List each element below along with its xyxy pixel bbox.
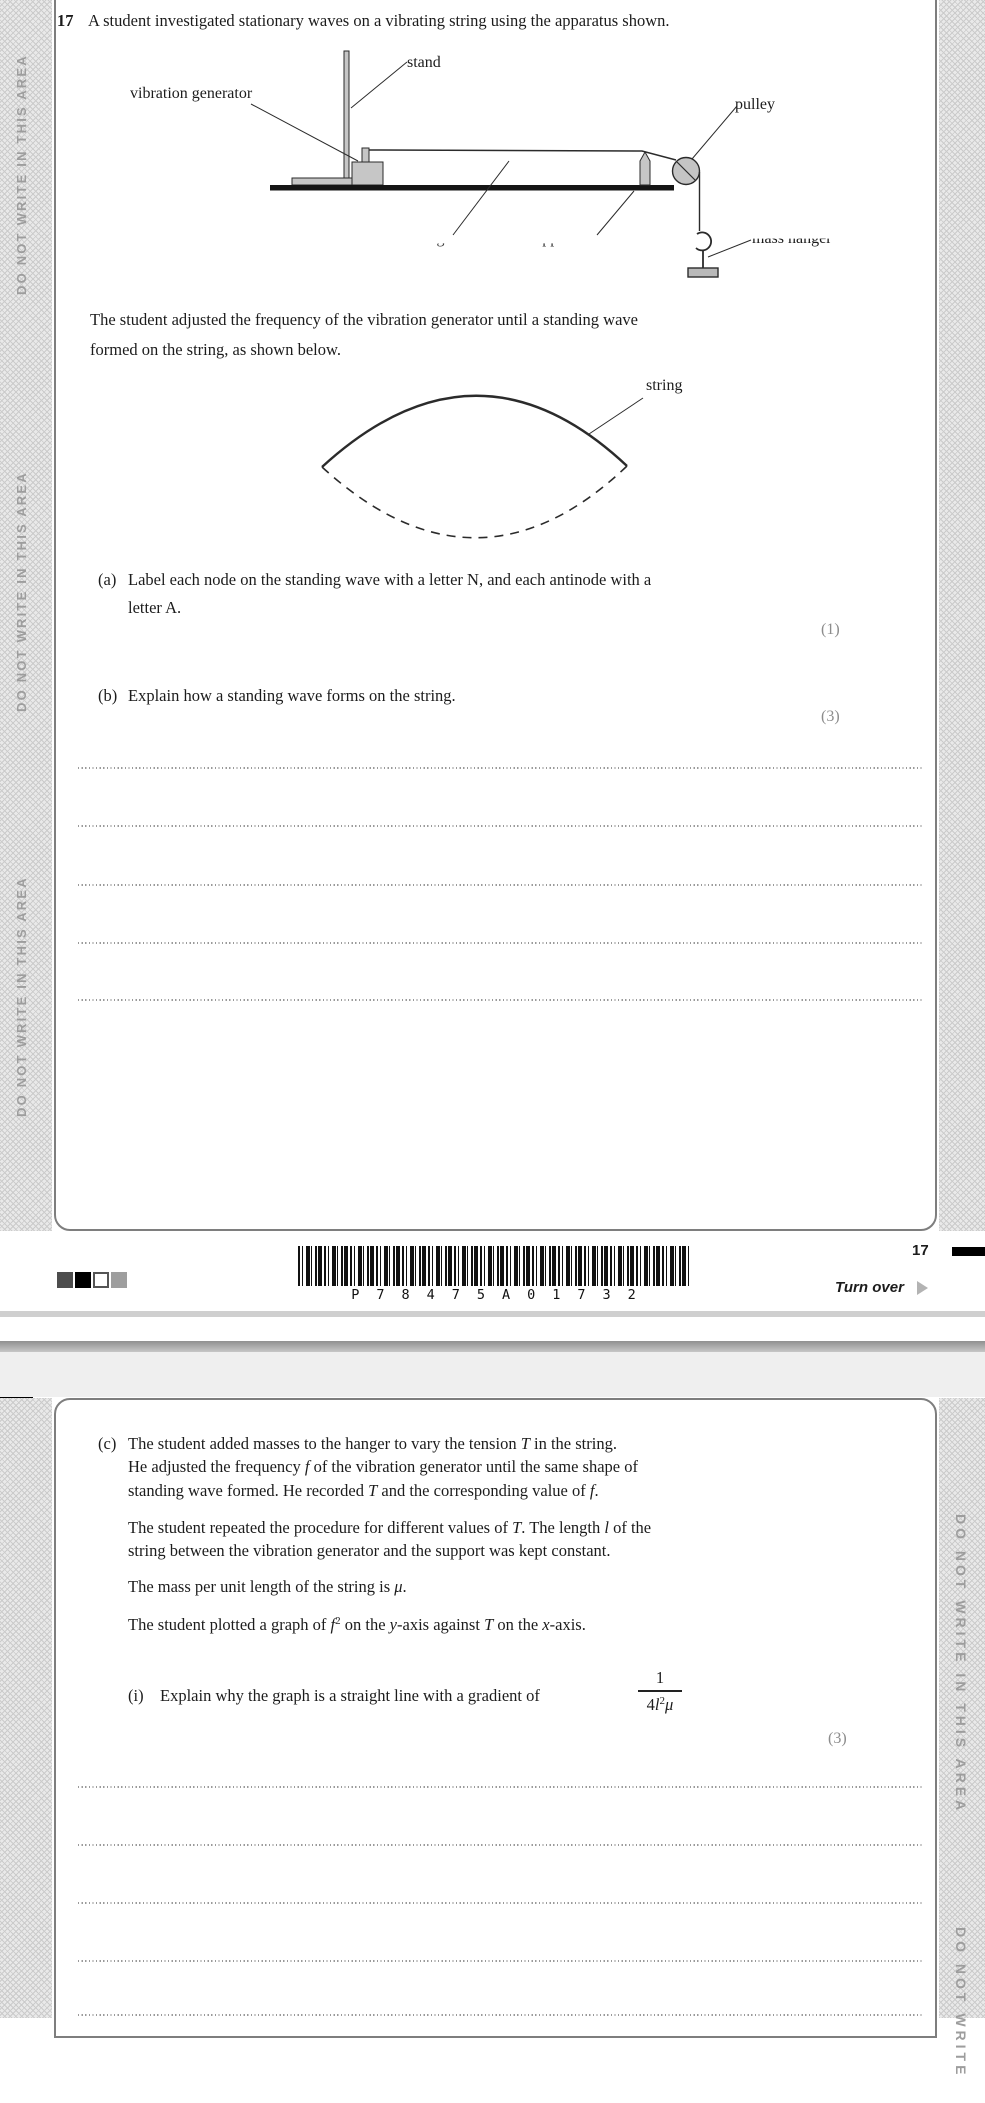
gradient-fraction — [636, 1666, 684, 1716]
label-wave-string: string — [646, 377, 683, 394]
vibration-generator-box — [352, 162, 383, 185]
answer-line — [78, 1902, 922, 1904]
square-gray — [111, 1272, 127, 1288]
do-not-write-vertical-text: DO NOT WRITE IN THIS AREA — [953, 1513, 969, 1815]
part-a-marks: (1) — [821, 621, 840, 638]
fraction-numerator: 1 — [655, 1668, 665, 1687]
page1-right-margin — [939, 0, 985, 1231]
do-not-write-vertical-text: DO NOT WRITE IN THIS AREA — [14, 54, 29, 296]
part-b-text: Explain how a standing wave forms on the string. — [128, 686, 456, 705]
leader-wave-string — [589, 398, 643, 434]
leader-pulley — [692, 106, 737, 159]
part-c-line: The student added masses to the hanger to vary the tension T in the string. — [128, 1434, 617, 1453]
do-not-write-vertical-text: DO NOT WRITE IN THIS AREA — [14, 471, 29, 713]
intro-line: formed on the string, as shown below. — [90, 340, 341, 359]
wave-lower-dashed — [322, 466, 627, 538]
label-stand: stand — [407, 54, 441, 71]
page2-left-margin — [0, 1398, 52, 2018]
part-a-label: (a) — [98, 570, 117, 589]
footer-right-black-bar — [952, 1247, 985, 1256]
string-line — [369, 150, 676, 160]
square-darkgray — [57, 1272, 73, 1288]
barcode — [298, 1246, 689, 1286]
part-a-line: Label each node on the standing wave with a letter N, and each antinode with a — [128, 570, 652, 589]
vibration-generator-tab — [362, 148, 369, 162]
leader-vibration-generator — [251, 104, 358, 161]
part-c-paragraph-2 — [128, 1516, 651, 1563]
leader-stand — [351, 62, 407, 108]
do-not-write-vertical-text-partial: DO NOT WRITE — [953, 1927, 969, 2079]
turn-over-text: Turn over — [835, 1279, 904, 1296]
do-not-write-vertical-text: DO NOT WRITE IN THIS AREA — [14, 876, 29, 1118]
part-ci-text: Explain why the graph is a straight line with a gradient of — [160, 1686, 540, 1705]
answer-line — [78, 1844, 922, 1846]
part-c-line: standing wave formed. He recorded T and the corresponding value of f. — [128, 1480, 599, 1500]
stand-rod — [344, 51, 349, 185]
part-c-label: (c) — [98, 1434, 117, 1453]
part-b-label: (b) — [98, 686, 118, 705]
part-c-paragraph-1 — [128, 1432, 638, 1502]
intro-line: The student adjusted the frequency of the vibration generator until a standing wave — [90, 310, 638, 329]
part-a-text — [128, 566, 651, 622]
part-b-marks: (3) — [821, 708, 840, 725]
label-pulley: pulley — [735, 96, 775, 113]
square-white — [93, 1272, 109, 1288]
answer-line — [78, 999, 922, 1001]
leader-mass-hanger — [708, 240, 751, 257]
footer-progress-squares — [57, 1272, 129, 1290]
turn-over-arrow-icon — [917, 1281, 928, 1295]
page2-right-margin — [939, 1398, 985, 2079]
stand-base — [292, 178, 353, 185]
support-bridge — [640, 152, 650, 185]
question-text: A student investigated stationary waves on a vibrating string using the apparatus shown. — [88, 11, 670, 30]
hanger-base — [688, 268, 718, 277]
square-black — [75, 1272, 91, 1288]
fraction-bar — [638, 1690, 682, 1692]
separator-light-band — [0, 1352, 985, 1397]
answer-line — [78, 1786, 922, 1788]
question-number: 17 — [57, 11, 74, 30]
answer-line — [78, 825, 922, 827]
footer-page-number: 17 — [912, 1242, 929, 1259]
fraction-denominator: $4l^2\mu$ — [646, 1694, 674, 1714]
apparatus-diagram — [240, 40, 800, 285]
intro-paragraph — [90, 305, 638, 365]
bench — [270, 185, 674, 191]
separator-gray-band — [0, 1341, 985, 1352]
part-c-line: The student repeated the procedure for different values of T. The length l of the — [128, 1518, 652, 1537]
answer-line — [78, 942, 922, 944]
barcode-text: P78475A01732 — [351, 1287, 653, 1303]
page1-left-margin — [0, 0, 52, 1231]
page1-bottom-shadow — [0, 1311, 985, 1317]
part-c-line: He adjusted the frequency f of the vibration generator until the same shape of — [128, 1457, 638, 1477]
part-a-line: letter A. — [128, 598, 182, 617]
hanger-hook — [696, 232, 711, 250]
answer-line — [78, 1960, 922, 1962]
answer-line — [78, 767, 922, 769]
part-ci-marks: (3) — [828, 1730, 847, 1747]
answer-line — [78, 2014, 922, 2016]
wave-upper-solid — [322, 396, 627, 467]
standing-wave-diagram — [300, 370, 750, 565]
answer-line — [78, 884, 922, 886]
part-c-paragraph-4: The student plotted a graph of $f^2$ on the y-axis against T on the x-axis. — [128, 1615, 586, 1634]
label-vibration-generator: vibration generator — [130, 85, 253, 102]
leader-string — [453, 161, 509, 235]
part-c-line: string between the vibration generator and the support was kept constant. — [128, 1541, 611, 1561]
part-ci-label: (i) — [128, 1686, 144, 1705]
part-c-paragraph-3: The mass per unit length of the string is μ. — [128, 1577, 407, 1596]
leader-support — [597, 191, 634, 235]
